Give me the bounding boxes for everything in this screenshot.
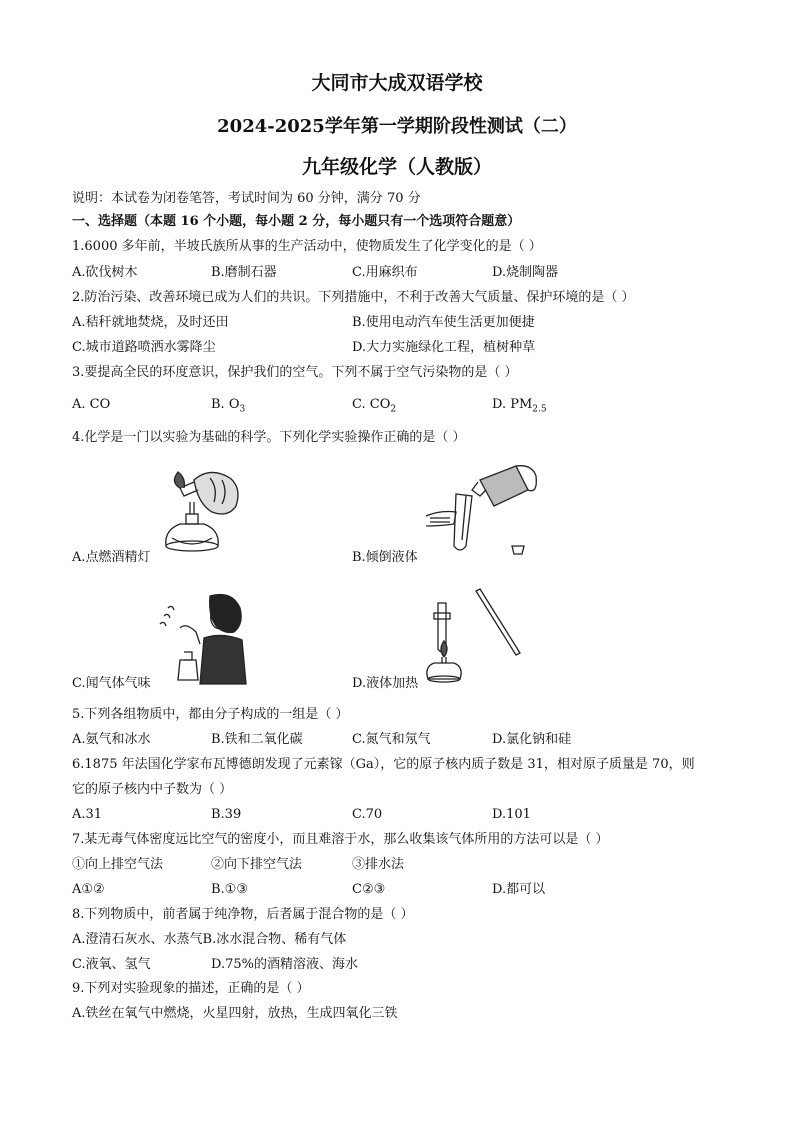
question-5-stem: 5.下列各组物质中，都由分子构成的一组是（ ）: [72, 707, 349, 722]
q2-option-d: D.大力实施绿化工程，植树种草: [352, 340, 536, 355]
question-8-stem: 8.下列物质中，前者属于纯净物，后者属于混合物的是（ ）: [72, 907, 414, 922]
exam-title: 2024-2025学年第一学期阶段性测试（二）: [217, 116, 577, 137]
q5-option-b: B.铁和二氧化碳: [211, 732, 303, 747]
school-title: 大同市大成双语学校: [311, 72, 483, 94]
q7-option-c: C②③: [352, 882, 386, 897]
question-1-stem: 1.6000 多年前，半坡氏族所从事的生产活动中，使物质发生了化学变化的是（ ）: [72, 239, 542, 254]
q1-option-a: A.砍伐树木: [72, 265, 138, 280]
section-heading: 一、选择题（本题 16 个小题，每小题 2 分，每小题只有一个选项符合题意）: [72, 214, 521, 229]
q7-option-b: B.①③: [211, 882, 248, 897]
q1-option-d: D.烧制陶器: [492, 265, 559, 280]
question-6-stem-line-1: 6.1875 年法国化学家布瓦博德朗发现了元素镓（Ga），它的原子核内质子数是 31，相对原子质量是 70，则: [72, 757, 695, 772]
q4-option-d: D.液体加热: [352, 676, 419, 691]
exam-note: 说明：本试卷为闭卷笔答，考试时间为 60 分钟，满分 70 分: [72, 191, 421, 206]
question-6-stem-line-2: 它的原子核内中子数为（ ）: [72, 782, 233, 797]
q8-option-c: C.液氧、氢气: [72, 957, 151, 972]
question-7-stem: 7.某无毒气体密度远比空气的密度小，而且难溶于水，那么收集该气体所用的方法可以是（ ）: [72, 832, 609, 847]
q6-option-d: D.101: [492, 807, 531, 822]
q3-option-d: D. $PM_{2.5}$: [492, 397, 547, 415]
q8-option-ab: A.澄清石灰水、水蒸气B.冰水混合物、稀有气体: [72, 932, 347, 947]
question-3-stem: 3.要提高全民的环度意识，保护我们的空气。下列不属于空气污染物的是（ ）: [72, 365, 518, 380]
q7-option-a: A①②: [72, 882, 105, 897]
q3-option-b: B. $O_3$: [211, 397, 246, 415]
q6-option-c: C.70: [352, 807, 383, 822]
q2-option-c: C.城市道路喷洒水雾降尘: [72, 340, 216, 355]
pouring-liquid-figure: [420, 460, 550, 560]
heating-liquid-figure: [420, 585, 530, 685]
q5-option-d: D.氯化钠和硅: [492, 732, 572, 747]
q1-option-b: B.磨制石器: [211, 265, 277, 280]
q9-option-a: A.铁丝在氧气中燃烧，火星四射，放热，生成四氧化三铁: [72, 1006, 398, 1021]
q4-option-b: B.倾倒液体: [352, 550, 418, 565]
q7-method-1: ①向上排空气法: [72, 857, 164, 872]
q6-option-b: B.39: [211, 807, 242, 822]
q7-option-d: D.都可以: [492, 882, 546, 897]
alcohol-lamp-figure: [150, 458, 260, 558]
q3-option-a: A. CO: [72, 397, 111, 412]
q2-option-a: A.秸秆就地焚烧，及时还田: [72, 315, 229, 330]
q5-option-a: A.氨气和冰水: [72, 732, 151, 747]
q4-option-a: A.点燃酒精灯: [72, 550, 151, 565]
q6-option-a: A.31: [72, 807, 103, 822]
q7-method-2: ②向下排空气法: [211, 857, 303, 872]
question-9-stem: 9.下列对实验现象的描述，正确的是（ ）: [72, 981, 310, 996]
subject-title: 九年级化学（人教版）: [301, 156, 492, 178]
q7-method-3: ③排水法: [352, 857, 405, 872]
q3-option-c: C. $CO_2$: [352, 397, 397, 415]
question-4-stem: 4.化学是一门以实验为基础的科学。下列化学实验操作正确的是（ ）: [72, 430, 466, 445]
q5-option-c: C.氮气和氖气: [352, 732, 431, 747]
q4-option-c: C.闻气体气味: [72, 676, 151, 691]
q2-option-b: B.使用电动汽车使生活更加便捷: [352, 315, 535, 330]
q8-option-d: D.75%的酒精溶液、海水: [211, 957, 358, 972]
question-2-stem: 2.防治污染、改善环境已成为人们的共识。下列措施中，不利于改善大气质量、保护环境的是（ ）: [72, 290, 635, 305]
q1-option-c: C.用麻织布: [352, 265, 418, 280]
smelling-gas-figure: [150, 588, 260, 688]
